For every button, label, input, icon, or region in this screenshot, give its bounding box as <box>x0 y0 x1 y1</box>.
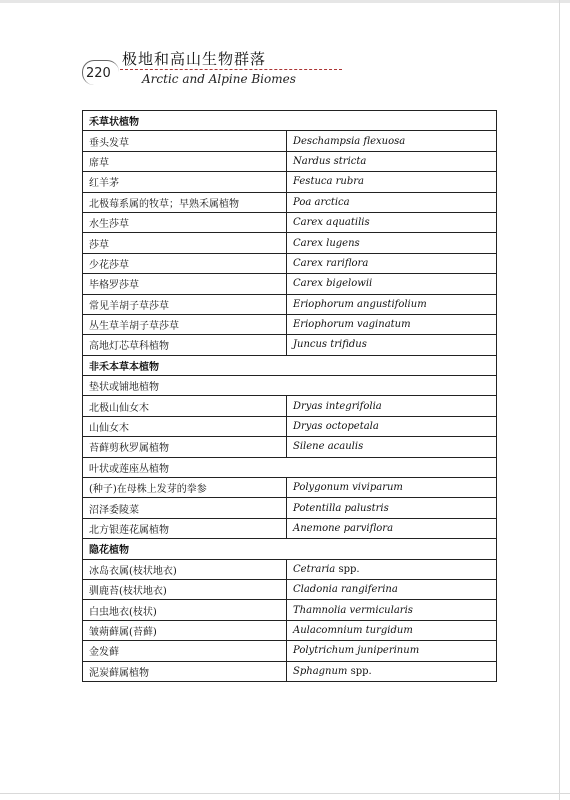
common-name-cell: 高地灯芯草科植物 <box>83 335 287 355</box>
common-name-cell: 冰岛衣属(枝状地衣) <box>83 559 287 579</box>
latin-name-cell <box>287 335 497 355</box>
table-row <box>83 641 497 661</box>
table-row <box>83 212 497 232</box>
table-row <box>83 151 497 171</box>
table-row <box>83 559 497 579</box>
table-row <box>83 498 497 518</box>
latin-name: Anemone parviflora <box>293 523 394 534</box>
common-name-cell: 皱蒴藓属(苔藓) <box>83 620 287 640</box>
table-row <box>83 518 497 538</box>
latin-name-cell <box>287 620 497 640</box>
table-row <box>83 172 497 192</box>
latin-name: Potentilla palustris <box>293 502 389 514</box>
common-name-cell: 毕格罗莎草 <box>83 274 287 294</box>
latin-name: Carex rariflora <box>293 257 369 269</box>
latin-name: Polygonum viviparum <box>293 482 403 494</box>
latin-name-cell <box>287 212 497 232</box>
section-heading: 禾草状植物 <box>83 111 497 131</box>
table-row <box>83 274 497 294</box>
latin-name-cell <box>287 274 497 294</box>
latin-name-cell <box>287 233 497 253</box>
latin-name: Polytrichum juniperinum <box>293 645 420 657</box>
running-header <box>86 48 296 92</box>
table-row <box>83 233 497 253</box>
common-name-cell: 少花莎草 <box>83 253 287 273</box>
latin-name-cell <box>287 253 497 273</box>
latin-name-cell <box>287 478 497 498</box>
latin-name: Aulacomnium turgidum <box>293 624 413 636</box>
subsection-heading: 垫状或铺地植物 <box>83 376 497 396</box>
table-body <box>83 111 497 682</box>
table-row <box>83 192 497 212</box>
latin-name: Carex aquatilis <box>293 217 370 229</box>
common-name-cell: 红羊茅 <box>83 172 287 192</box>
latin-name-cell <box>287 396 497 416</box>
latin-name: Juncus trifidus <box>293 339 367 351</box>
latin-name: Dryas octopetala <box>293 421 379 433</box>
header-dashed-rule <box>120 69 342 70</box>
table-row <box>83 314 497 334</box>
latin-name: Poa arctica <box>293 196 350 208</box>
latin-name-cell <box>287 314 497 334</box>
latin-name-cell <box>287 172 497 192</box>
page-number: 220 <box>86 66 111 81</box>
latin-name: Festuca rubra <box>293 176 365 188</box>
table-row <box>83 620 497 640</box>
latin-name: Cetraria <box>293 563 336 575</box>
latin-name-cell <box>287 579 497 599</box>
section-header-row <box>83 111 497 131</box>
book-title-chinese: 极地和高山生物群落 <box>122 50 267 68</box>
latin-name: Eriophorum vaginatum <box>293 319 411 331</box>
common-name-cell: 垂头发草 <box>83 131 287 151</box>
latin-name: Carex lugens <box>293 237 360 249</box>
latin-name-cell <box>287 416 497 436</box>
latin-name-cell <box>287 192 497 212</box>
latin-name: Sphagnum <box>293 665 348 677</box>
common-name-cell: 北方银莲花属植物 <box>83 518 287 538</box>
latin-name: Nardus stricta <box>293 155 367 167</box>
common-name-cell: 莎草 <box>83 233 287 253</box>
common-name-cell: 北极莓系属的牧草；早熟禾属植物 <box>83 192 287 212</box>
latin-name-cell <box>287 600 497 620</box>
latin-name: Dryas integrifolia <box>293 400 382 412</box>
latin-name: Carex bigelowii <box>293 278 373 290</box>
latin-name-cell <box>287 151 497 171</box>
common-name-cell: 水生莎草 <box>83 212 287 232</box>
section-heading: 隐花植物 <box>83 539 497 559</box>
table-row <box>83 600 497 620</box>
section-header-row <box>83 355 497 375</box>
table-row <box>83 396 497 416</box>
common-name-cell: 驯鹿苔(枝状地衣) <box>83 579 287 599</box>
common-name-cell: 山仙女木 <box>83 416 287 436</box>
page-bottom-edge <box>0 793 570 794</box>
species-abbrev: spp. <box>347 665 372 677</box>
latin-name-cell <box>287 661 497 681</box>
subsection-heading: 叶状或莲座丛植物 <box>83 457 497 477</box>
table-row <box>83 416 497 436</box>
table-row <box>83 579 497 599</box>
table-row <box>83 437 497 457</box>
common-name-cell: 泥炭藓属植物 <box>83 661 287 681</box>
table-row <box>83 661 497 681</box>
latin-name: Silene acaulis <box>293 441 364 453</box>
latin-name: Deschampsia flexuosa <box>293 135 406 147</box>
latin-name-cell <box>287 518 497 538</box>
plant-species-table <box>82 110 497 682</box>
table-row <box>83 294 497 314</box>
latin-name-cell <box>287 498 497 518</box>
common-name-cell: 北极山仙女木 <box>83 396 287 416</box>
page-right-edge <box>559 0 560 800</box>
common-name-cell: 沼泽委陵菜 <box>83 498 287 518</box>
table-row <box>83 253 497 273</box>
common-name-cell: 丛生草羊胡子草莎草 <box>83 314 287 334</box>
latin-name-cell <box>287 559 497 579</box>
common-name-cell: 常见羊胡子草莎草 <box>83 294 287 314</box>
table-row <box>83 478 497 498</box>
section-heading: 非禾本草本植物 <box>83 355 497 375</box>
book-title-english: Arctic and Alpine Biomes <box>142 72 296 86</box>
common-name-cell: 席草 <box>83 151 287 171</box>
latin-name: Thamnolia vermicularis <box>293 604 413 616</box>
common-name-cell: 金发藓 <box>83 641 287 661</box>
latin-name-cell <box>287 294 497 314</box>
species-abbrev: spp. <box>335 563 360 575</box>
table-row <box>83 131 497 151</box>
common-name-cell: 苔藓剪秋罗属植物 <box>83 437 287 457</box>
common-name-cell: 白虫地衣(枝状) <box>83 600 287 620</box>
subsection-row <box>83 457 497 477</box>
section-header-row <box>83 539 497 559</box>
latin-name: Eriophorum angustifolium <box>293 298 427 310</box>
latin-name: Cladonia rangiferina <box>293 584 398 596</box>
latin-name-cell <box>287 131 497 151</box>
subsection-row <box>83 376 497 396</box>
table-row <box>83 335 497 355</box>
common-name-cell: (种子)在母株上发芽的拳参 <box>83 478 287 498</box>
latin-name-cell <box>287 437 497 457</box>
page-top-edge <box>0 0 570 3</box>
latin-name-cell <box>287 641 497 661</box>
